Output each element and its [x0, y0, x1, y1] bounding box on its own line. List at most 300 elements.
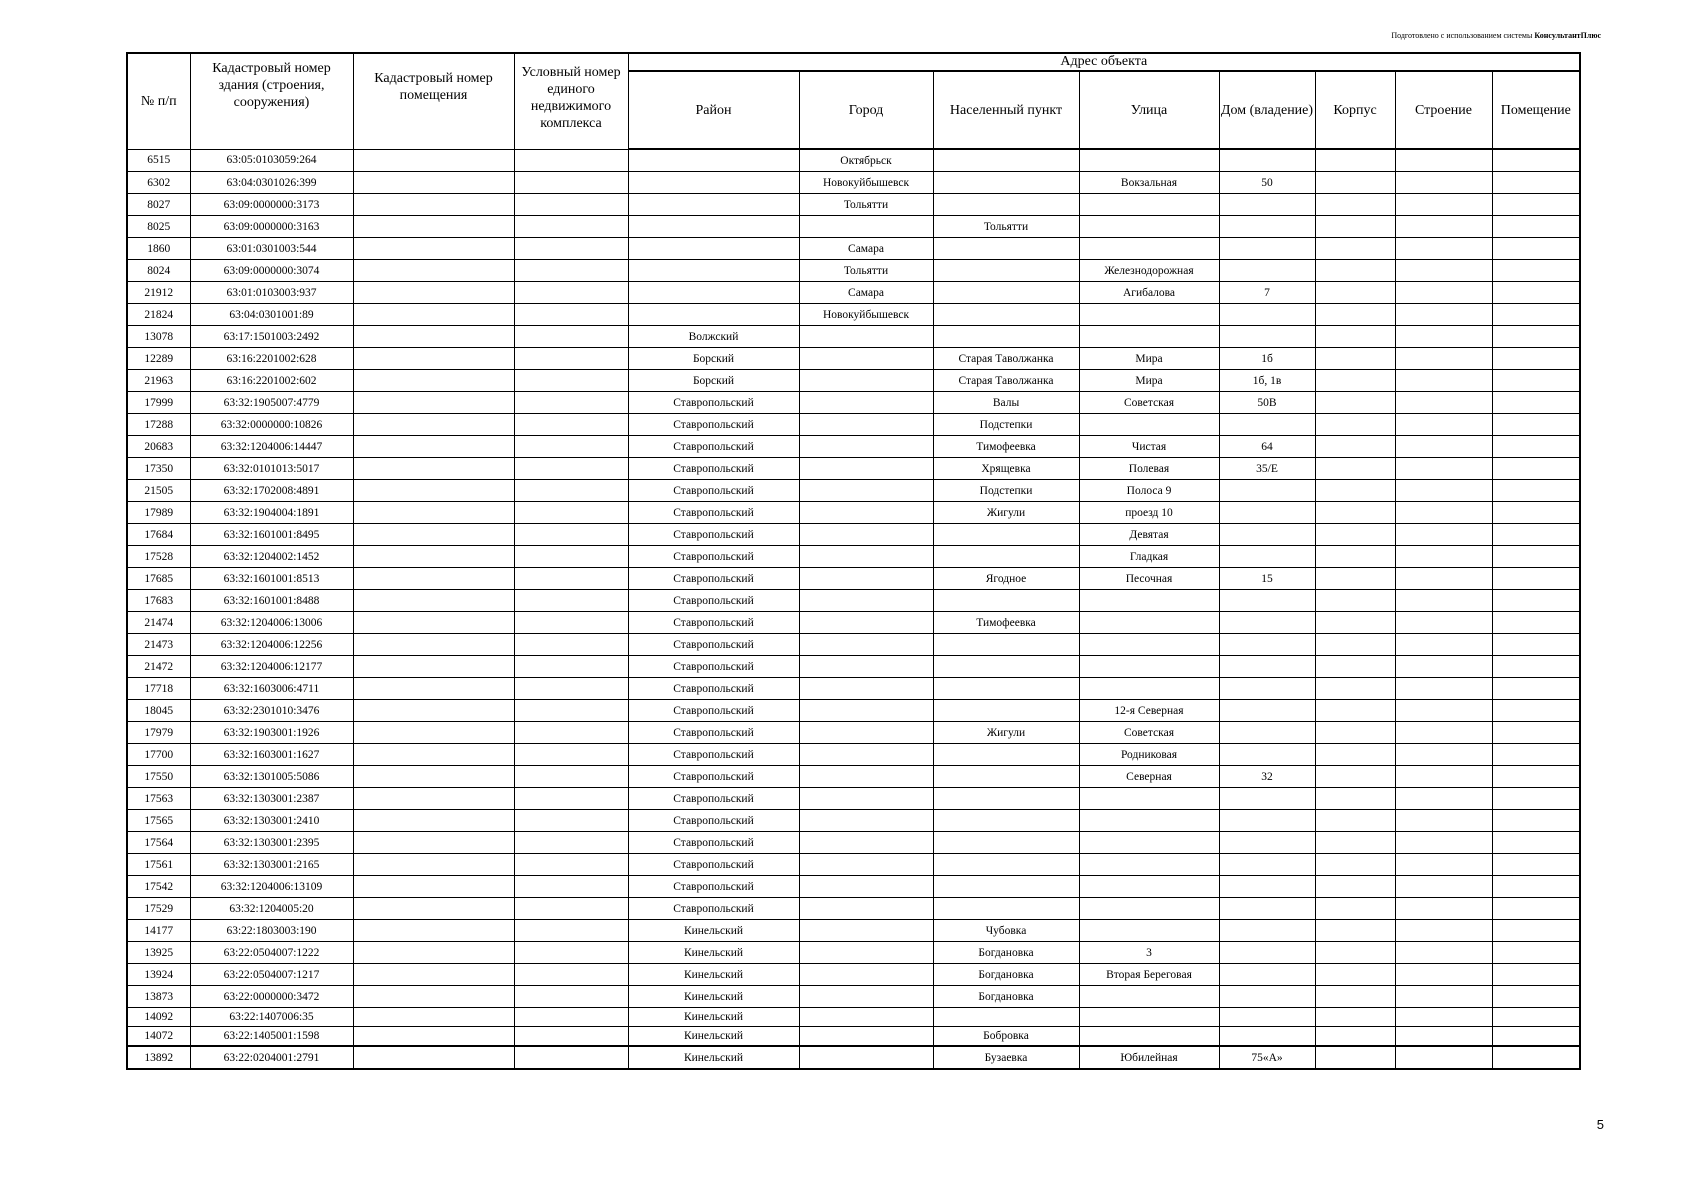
cell-building-cadastral: 63:05:0103059:264: [190, 149, 353, 172]
consultant-plus-note: [1391, 31, 1601, 40]
cell-settlement: [933, 876, 1079, 898]
cell-district: Ставропольский: [628, 898, 799, 920]
cell-district: Ставропольский: [628, 876, 799, 898]
cell-complex-number: [514, 898, 628, 920]
cell-korpus: [1315, 480, 1395, 502]
cell-house: [1219, 238, 1315, 260]
cell-korpus: [1315, 546, 1395, 568]
cell-house: 75«А»: [1219, 1046, 1315, 1069]
cell-pomeshenie: [1492, 1008, 1580, 1027]
cell-district: Ставропольский: [628, 700, 799, 722]
cell-settlement: [933, 282, 1079, 304]
cell-num: 17989: [127, 502, 190, 524]
cell-building-cadastral: 63:32:0000000:10826: [190, 414, 353, 436]
cell-district: Ставропольский: [628, 722, 799, 744]
cell-num: 17288: [127, 414, 190, 436]
cell-street: [1079, 1027, 1219, 1047]
cell-house: [1219, 612, 1315, 634]
cell-city: [799, 370, 933, 392]
table-row: [127, 238, 1580, 260]
table-row: [127, 876, 1580, 898]
table-row: [127, 700, 1580, 722]
cell-street: 12-я Северная: [1079, 700, 1219, 722]
cell-district: [628, 238, 799, 260]
cell-stroenie: [1395, 700, 1492, 722]
cell-stroenie: [1395, 1027, 1492, 1047]
cell-city: [799, 656, 933, 678]
header-house: Дом (владение): [1219, 71, 1315, 149]
cell-num: 17565: [127, 810, 190, 832]
cell-pomeshenie: [1492, 590, 1580, 612]
cell-city: [799, 722, 933, 744]
cell-premises-cadastral: [353, 1027, 514, 1047]
cell-city: Октябрьск: [799, 149, 933, 172]
cell-building-cadastral: 63:17:1501003:2492: [190, 326, 353, 348]
cell-complex-number: [514, 700, 628, 722]
cell-building-cadastral: 63:01:0103003:937: [190, 282, 353, 304]
cell-pomeshenie: [1492, 854, 1580, 876]
cell-premises-cadastral: [353, 260, 514, 282]
cell-settlement: [933, 678, 1079, 700]
cell-building-cadastral: 63:32:1904004:1891: [190, 502, 353, 524]
cell-pomeshenie: [1492, 238, 1580, 260]
cell-house: [1219, 700, 1315, 722]
cell-num: 17542: [127, 876, 190, 898]
cell-premises-cadastral: [353, 458, 514, 480]
cell-settlement: [933, 304, 1079, 326]
cell-complex-number: [514, 634, 628, 656]
cell-house: [1219, 832, 1315, 854]
cell-premises-cadastral: [353, 634, 514, 656]
cell-house: [1219, 260, 1315, 282]
cell-house: [1219, 414, 1315, 436]
cell-pomeshenie: [1492, 216, 1580, 238]
cell-building-cadastral: 63:32:1601001:8495: [190, 524, 353, 546]
header-city: Город: [799, 71, 933, 149]
cell-settlement: [933, 656, 1079, 678]
cell-korpus: [1315, 370, 1395, 392]
header-building-cadastral: Кадастровый номер здания (строения, сооружения): [190, 53, 353, 149]
cell-num: 13078: [127, 326, 190, 348]
cell-settlement: Подстепки: [933, 414, 1079, 436]
cell-complex-number: [514, 678, 628, 700]
cell-city: [799, 1008, 933, 1027]
cell-pomeshenie: [1492, 282, 1580, 304]
cell-building-cadastral: 63:22:0000000:3472: [190, 986, 353, 1008]
cell-stroenie: [1395, 1046, 1492, 1069]
cell-num: 17718: [127, 678, 190, 700]
cell-num: 13925: [127, 942, 190, 964]
cell-building-cadastral: 63:32:1301005:5086: [190, 766, 353, 788]
cell-stroenie: [1395, 216, 1492, 238]
cell-complex-number: [514, 216, 628, 238]
cell-stroenie: [1395, 414, 1492, 436]
cell-city: [799, 700, 933, 722]
cell-city: [799, 810, 933, 832]
cell-num: 17684: [127, 524, 190, 546]
cell-premises-cadastral: [353, 744, 514, 766]
cell-complex-number: [514, 986, 628, 1008]
cell-district: Ставропольский: [628, 524, 799, 546]
cell-building-cadastral: 63:32:1903001:1926: [190, 722, 353, 744]
cell-premises-cadastral: [353, 370, 514, 392]
cell-premises-cadastral: [353, 524, 514, 546]
cell-complex-number: [514, 612, 628, 634]
cell-stroenie: [1395, 986, 1492, 1008]
cell-complex-number: [514, 920, 628, 942]
cell-street: [1079, 194, 1219, 216]
cell-building-cadastral: 63:32:1204006:12177: [190, 656, 353, 678]
cell-settlement: [933, 634, 1079, 656]
cell-premises-cadastral: [353, 149, 514, 172]
cell-district: Ставропольский: [628, 832, 799, 854]
cell-district: Кинельский: [628, 986, 799, 1008]
cell-district: [628, 216, 799, 238]
cell-house: 7: [1219, 282, 1315, 304]
cell-district: Ставропольский: [628, 436, 799, 458]
table-row: [127, 810, 1580, 832]
cell-building-cadastral: 63:22:1803003:190: [190, 920, 353, 942]
cell-stroenie: [1395, 590, 1492, 612]
cell-settlement: Жигули: [933, 722, 1079, 744]
cell-num: 6515: [127, 149, 190, 172]
table-row: [127, 458, 1580, 480]
cell-building-cadastral: 63:32:1204002:1452: [190, 546, 353, 568]
table-row: [127, 832, 1580, 854]
cell-premises-cadastral: [353, 172, 514, 194]
table-row: [127, 920, 1580, 942]
header-settlement: Населенный пункт: [933, 71, 1079, 149]
cell-num: 17999: [127, 392, 190, 414]
cell-city: [799, 744, 933, 766]
cell-korpus: [1315, 1046, 1395, 1069]
cell-house: [1219, 634, 1315, 656]
cell-complex-number: [514, 1027, 628, 1047]
table-row: [127, 480, 1580, 502]
cell-num: 17350: [127, 458, 190, 480]
cell-settlement: Жигули: [933, 502, 1079, 524]
cell-premises-cadastral: [353, 546, 514, 568]
cell-settlement: [933, 788, 1079, 810]
cell-premises-cadastral: [353, 238, 514, 260]
cell-pomeshenie: [1492, 348, 1580, 370]
cell-stroenie: [1395, 524, 1492, 546]
cell-district: Ставропольский: [628, 634, 799, 656]
cell-city: [799, 986, 933, 1008]
cell-street: Вторая Береговая: [1079, 964, 1219, 986]
cell-num: 13892: [127, 1046, 190, 1069]
cell-settlement: [933, 832, 1079, 854]
cell-street: Полевая: [1079, 458, 1219, 480]
cell-district: [628, 194, 799, 216]
cell-korpus: [1315, 876, 1395, 898]
cell-street: Советская: [1079, 392, 1219, 414]
cell-pomeshenie: [1492, 700, 1580, 722]
header-note-prefix: Подготовлено с использованием системы: [1391, 31, 1533, 40]
cell-pomeshenie: [1492, 172, 1580, 194]
cell-complex-number: [514, 260, 628, 282]
cell-street: Северная: [1079, 766, 1219, 788]
cell-district: Ставропольский: [628, 546, 799, 568]
cell-house: [1219, 216, 1315, 238]
cell-street: Мира: [1079, 348, 1219, 370]
cell-pomeshenie: [1492, 414, 1580, 436]
cell-korpus: [1315, 942, 1395, 964]
cell-stroenie: [1395, 392, 1492, 414]
cell-house: [1219, 304, 1315, 326]
cell-premises-cadastral: [353, 414, 514, 436]
cell-street: Родниковая: [1079, 744, 1219, 766]
cell-pomeshenie: [1492, 149, 1580, 172]
cell-num: 14177: [127, 920, 190, 942]
cell-stroenie: [1395, 942, 1492, 964]
cell-building-cadastral: 63:32:1204006:12256: [190, 634, 353, 656]
cell-korpus: [1315, 788, 1395, 810]
header-stroenie: Строение: [1395, 71, 1492, 149]
cell-building-cadastral: 63:32:1905007:4779: [190, 392, 353, 414]
cell-stroenie: [1395, 612, 1492, 634]
cell-pomeshenie: [1492, 832, 1580, 854]
cell-pomeshenie: [1492, 722, 1580, 744]
cell-korpus: [1315, 744, 1395, 766]
cell-num: 21912: [127, 282, 190, 304]
cell-building-cadastral: 63:01:0301003:544: [190, 238, 353, 260]
cell-num: 17685: [127, 568, 190, 590]
cell-city: [799, 436, 933, 458]
cell-house: [1219, 876, 1315, 898]
cell-building-cadastral: 63:32:1601001:8488: [190, 590, 353, 612]
cell-settlement: Подстепки: [933, 480, 1079, 502]
cell-street: [1079, 590, 1219, 612]
cell-building-cadastral: 63:32:1204006:13006: [190, 612, 353, 634]
cell-stroenie: [1395, 282, 1492, 304]
cell-num: 21472: [127, 656, 190, 678]
cell-building-cadastral: 63:22:0204001:2791: [190, 1046, 353, 1069]
table-row: [127, 854, 1580, 876]
header-premises-cadastral: Кадастровый номер помещения: [353, 53, 514, 149]
cell-house: 1б: [1219, 348, 1315, 370]
cell-house: 64: [1219, 436, 1315, 458]
cell-street: [1079, 898, 1219, 920]
cell-stroenie: [1395, 546, 1492, 568]
cell-stroenie: [1395, 634, 1492, 656]
cell-settlement: [933, 238, 1079, 260]
cell-building-cadastral: 63:32:1702008:4891: [190, 480, 353, 502]
cell-pomeshenie: [1492, 370, 1580, 392]
cell-pomeshenie: [1492, 744, 1580, 766]
cell-street: [1079, 414, 1219, 436]
cell-street: Песочная: [1079, 568, 1219, 590]
cell-street: Чистая: [1079, 436, 1219, 458]
cell-house: [1219, 480, 1315, 502]
cell-korpus: [1315, 348, 1395, 370]
cell-pomeshenie: [1492, 1046, 1580, 1069]
cell-num: 17528: [127, 546, 190, 568]
cell-korpus: [1315, 678, 1395, 700]
cell-premises-cadastral: [353, 326, 514, 348]
cell-house: 35/Е: [1219, 458, 1315, 480]
cell-complex-number: [514, 304, 628, 326]
cell-complex-number: [514, 458, 628, 480]
cell-premises-cadastral: [353, 480, 514, 502]
cell-building-cadastral: 63:32:1204005:20: [190, 898, 353, 920]
cell-building-cadastral: 63:22:0504007:1217: [190, 964, 353, 986]
cell-num: 17979: [127, 722, 190, 744]
cell-house: 32: [1219, 766, 1315, 788]
cell-pomeshenie: [1492, 568, 1580, 590]
cell-korpus: [1315, 216, 1395, 238]
cell-complex-number: [514, 370, 628, 392]
page-number: 5: [1596, 1117, 1604, 1132]
cell-street: Мира: [1079, 370, 1219, 392]
cell-street: [1079, 238, 1219, 260]
cell-korpus: [1315, 502, 1395, 524]
cell-settlement: Бобровка: [933, 1027, 1079, 1047]
cell-settlement: [933, 854, 1079, 876]
cell-complex-number: [514, 392, 628, 414]
cell-pomeshenie: [1492, 480, 1580, 502]
cell-num: 14072: [127, 1027, 190, 1047]
cell-building-cadastral: 63:22:1405001:1598: [190, 1027, 353, 1047]
cell-settlement: [933, 149, 1079, 172]
cell-city: Самара: [799, 282, 933, 304]
table-row: [127, 590, 1580, 612]
cell-district: Ставропольский: [628, 678, 799, 700]
table-row: [127, 744, 1580, 766]
cell-settlement: Бузаевка: [933, 1046, 1079, 1069]
cell-complex-number: [514, 744, 628, 766]
cell-stroenie: [1395, 964, 1492, 986]
cell-korpus: [1315, 986, 1395, 1008]
cell-house: [1219, 194, 1315, 216]
cell-house: [1219, 590, 1315, 612]
cell-korpus: [1315, 766, 1395, 788]
cell-num: 21474: [127, 612, 190, 634]
cell-complex-number: [514, 436, 628, 458]
table-row: [127, 1008, 1580, 1027]
cell-stroenie: [1395, 238, 1492, 260]
cell-district: Ставропольский: [628, 656, 799, 678]
cell-korpus: [1315, 458, 1395, 480]
header-num: № п/п: [127, 53, 190, 149]
cell-korpus: [1315, 634, 1395, 656]
cell-city: [799, 414, 933, 436]
cell-korpus: [1315, 282, 1395, 304]
cell-street: Девятая: [1079, 524, 1219, 546]
cell-house: [1219, 524, 1315, 546]
cell-stroenie: [1395, 920, 1492, 942]
cell-complex-number: [514, 722, 628, 744]
cell-complex-number: [514, 656, 628, 678]
cell-num: 17550: [127, 766, 190, 788]
cell-district: Ставропольский: [628, 458, 799, 480]
cell-house: [1219, 788, 1315, 810]
cell-complex-number: [514, 568, 628, 590]
cell-pomeshenie: [1492, 436, 1580, 458]
table-row: [127, 722, 1580, 744]
cell-korpus: [1315, 194, 1395, 216]
cell-house: [1219, 149, 1315, 172]
cell-settlement: [933, 172, 1079, 194]
cell-street: [1079, 656, 1219, 678]
cell-building-cadastral: 63:09:0000000:3074: [190, 260, 353, 282]
cell-settlement: [933, 546, 1079, 568]
cell-street: [1079, 149, 1219, 172]
cell-korpus: [1315, 1008, 1395, 1027]
cell-district: [628, 304, 799, 326]
cell-house: [1219, 502, 1315, 524]
cell-settlement: Хрящевка: [933, 458, 1079, 480]
cell-complex-number: [514, 480, 628, 502]
table-row: [127, 172, 1580, 194]
cell-city: [799, 634, 933, 656]
cell-premises-cadastral: [353, 656, 514, 678]
cell-house: [1219, 810, 1315, 832]
header-street: Улица: [1079, 71, 1219, 149]
cell-num: 17561: [127, 854, 190, 876]
cell-num: 12289: [127, 348, 190, 370]
cell-pomeshenie: [1492, 678, 1580, 700]
cell-pomeshenie: [1492, 304, 1580, 326]
cell-city: Тольятти: [799, 194, 933, 216]
header-pomeshenie: Помещение: [1492, 71, 1580, 149]
table-row: [127, 964, 1580, 986]
cell-korpus: [1315, 832, 1395, 854]
cell-stroenie: [1395, 260, 1492, 282]
cell-district: Кинельский: [628, 964, 799, 986]
cell-premises-cadastral: [353, 986, 514, 1008]
cell-city: [799, 964, 933, 986]
cell-stroenie: [1395, 656, 1492, 678]
cell-city: Новокуйбышевск: [799, 304, 933, 326]
cell-num: 20683: [127, 436, 190, 458]
cell-city: [799, 216, 933, 238]
property-registry-table: [126, 52, 1581, 1070]
cell-house: [1219, 1008, 1315, 1027]
cell-premises-cadastral: [353, 1046, 514, 1069]
cell-premises-cadastral: [353, 810, 514, 832]
cell-korpus: [1315, 590, 1395, 612]
cell-building-cadastral: 63:22:1407006:35: [190, 1008, 353, 1027]
cell-num: 8027: [127, 194, 190, 216]
cell-pomeshenie: [1492, 898, 1580, 920]
cell-korpus: [1315, 920, 1395, 942]
cell-street: [1079, 634, 1219, 656]
cell-district: Борский: [628, 370, 799, 392]
cell-street: [1079, 832, 1219, 854]
cell-district: Кинельский: [628, 920, 799, 942]
cell-num: 17700: [127, 744, 190, 766]
table-row: [127, 194, 1580, 216]
cell-city: [799, 546, 933, 568]
cell-complex-number: [514, 788, 628, 810]
cell-street: Гладкая: [1079, 546, 1219, 568]
cell-building-cadastral: 63:32:1303001:2387: [190, 788, 353, 810]
cell-building-cadastral: 63:32:1603006:4711: [190, 678, 353, 700]
cell-house: 50В: [1219, 392, 1315, 414]
cell-district: Ставропольский: [628, 392, 799, 414]
cell-building-cadastral: 63:32:1303001:2410: [190, 810, 353, 832]
table-row: [127, 766, 1580, 788]
cell-premises-cadastral: [353, 392, 514, 414]
cell-city: [799, 480, 933, 502]
cell-city: [799, 326, 933, 348]
cell-house: [1219, 546, 1315, 568]
cell-premises-cadastral: [353, 502, 514, 524]
cell-korpus: [1315, 172, 1395, 194]
cell-pomeshenie: [1492, 656, 1580, 678]
cell-building-cadastral: 63:32:1303001:2395: [190, 832, 353, 854]
